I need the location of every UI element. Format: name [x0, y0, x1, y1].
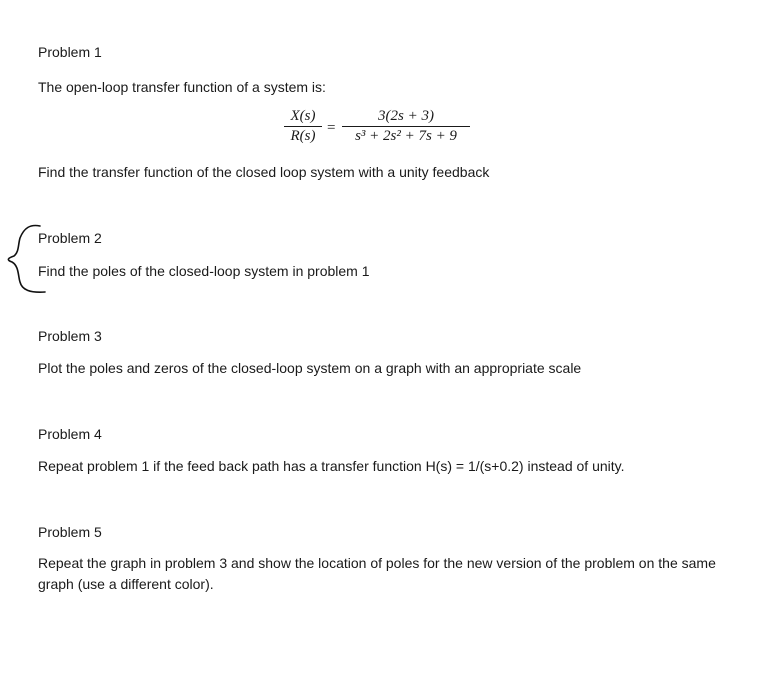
problem-3-text: Plot the poles and zeros of the closed-loop system on a graph with an appropriate scale	[38, 360, 582, 376]
equation-rhs-numerator: 3(2s + 3)	[378, 108, 434, 124]
problem-1-text: The open-loop transfer function of a system is:	[38, 79, 326, 95]
handwritten-brace	[0, 0, 60, 300]
problem-4-title: Problem 4	[38, 426, 102, 442]
problem-5-title: Problem 5	[38, 524, 102, 540]
problem-1-followup: Find the transfer function of the closed loop system with a unity feedback	[38, 164, 490, 180]
equation-lhs-numerator: X(s)	[290, 108, 316, 124]
problem-2-text: Find the poles of the closed-loop system in problem 1	[38, 263, 370, 279]
problem-5-text: Repeat the graph in problem 3 and show the location of poles for the new version of the problem on the same graph (use a different color).	[38, 555, 716, 592]
equation-rhs-denominator: s³ + 2s² + 7s + 9	[355, 128, 457, 144]
equals-sign: =	[327, 120, 336, 136]
problem-4-text: Repeat problem 1 if the feed back path has a transfer function H(s) = 1/(s+0.2) instead of unity.	[38, 458, 625, 474]
problem-1-title: Problem 1	[38, 44, 102, 60]
problem-2-title: Problem 2	[38, 230, 102, 246]
problem-3-title: Problem 3	[38, 328, 102, 344]
equation-lhs-denominator: R(s)	[290, 128, 316, 144]
transfer-function-equation	[284, 108, 484, 152]
